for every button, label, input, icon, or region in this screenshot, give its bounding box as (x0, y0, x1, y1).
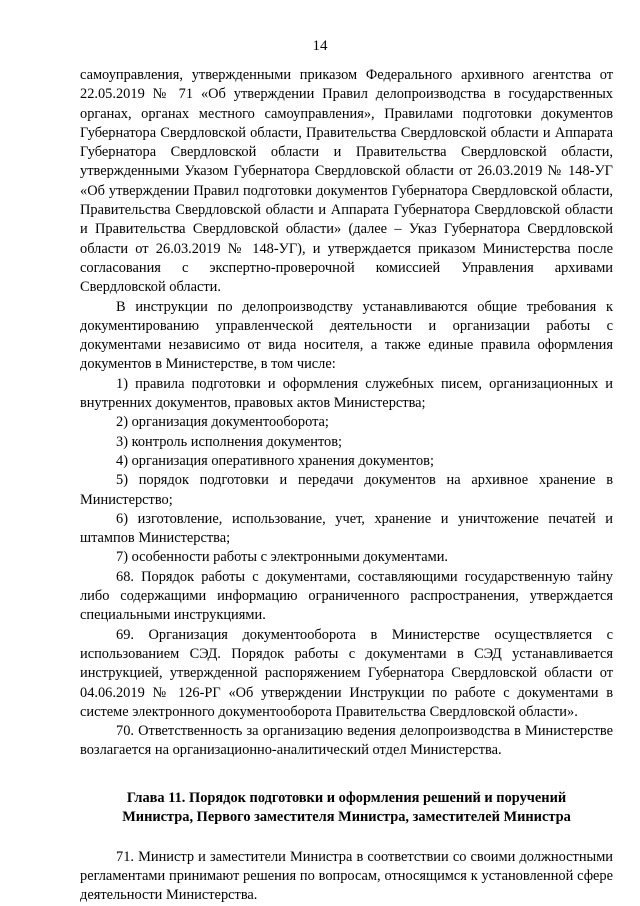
chapter-heading (80, 789, 613, 827)
paragraph: самоуправления, утвержденными приказом Федерального архивного агентства от 22.05.2019 № 71 «Об утверждении Правил делопроизводства в государственных органах, органах местного самоуправления», Правилами подготовки документов Губернатора Свердловской области, Правительства Свердловской области и Аппарата Губернатора Свердловской области и Правительства Свердловской области, утвержденными Указом Губернатора Свердловской области от 26.03.2019 № 148-УГ «Об утверждении Правил подготовки документов Губернатора Свердловской области, Правительства Свердловской области и Аппарата Губернатора Свердловской области и Правительства Свердловской области» (далее – Указ Губернатора Свердловской области от 26.03.2019 № 148-УГ), и утверждается приказом Министерства после согласования с экспертно-проверочной комиссией Управления архивами Свердловской области. (80, 67, 613, 296)
chapter-heading-line: Министра, Первого заместителя Министра, заместителей Министра (122, 808, 571, 825)
paragraph: 70. Ответственность за организацию ведения делопроизводства в Министерстве возлагается на организационно-аналитический отдел Министерства. (80, 723, 613, 759)
document-body (80, 66, 613, 906)
list-item: 5) порядок подготовки и передачи документов на архивное хранение в Министерство; (80, 472, 613, 508)
paragraph: В инструкции по делопроизводству устанавливаются общие требования к документированию управленческой деятельности и организации работы с документами независимо от вида носителя, а также единые правила оформления документов в Министерстве, в том числе: (80, 298, 613, 373)
page-number: 14 (312, 38, 328, 54)
list-item: 3) контроль исполнения документов; (116, 433, 343, 450)
chapter-heading-line: Глава 11. Порядок подготовки и оформления решений и поручений (126, 789, 567, 806)
list-item: 4) организация оперативного хранения документов; (116, 452, 434, 469)
list-item: 7) особенности работы с электронными документами. (116, 549, 449, 566)
list-item: 6) изготовление, использование, учет, хранение и уничтожение печатей и штампов Министерства; (80, 510, 613, 547)
paragraph: 69. Организация документооборота в Министерстве осуществляется с использованием СЭД. Порядок работы с документами в СЭД устанавливается инструкцией, утвержденной распоряжением Губернатора Свердловской области от 04.06.2019 № 126-РГ «Об утверждении Инструкции по работе с документами в системе электронного документооборота Правительства Свердловской области». (80, 626, 613, 720)
paragraph: 71. Министр и заместители Министра в соответствии со своими должностными регламентами принимают решения по вопросам, относящимся к установленной сфере деятельности Министерства. (80, 848, 613, 904)
paragraph: 68. Порядок работы с документами, составляющими государственную тайну либо содержащими информацию ограниченного распространения, утверждается специальными инструкциями. (80, 568, 613, 624)
list-item: 2) организация документооборота; (116, 414, 329, 431)
list-item: 1) правила подготовки и оформления служебных писем, организационных и внутренних документов, правовых актов Министерства; (80, 375, 613, 412)
